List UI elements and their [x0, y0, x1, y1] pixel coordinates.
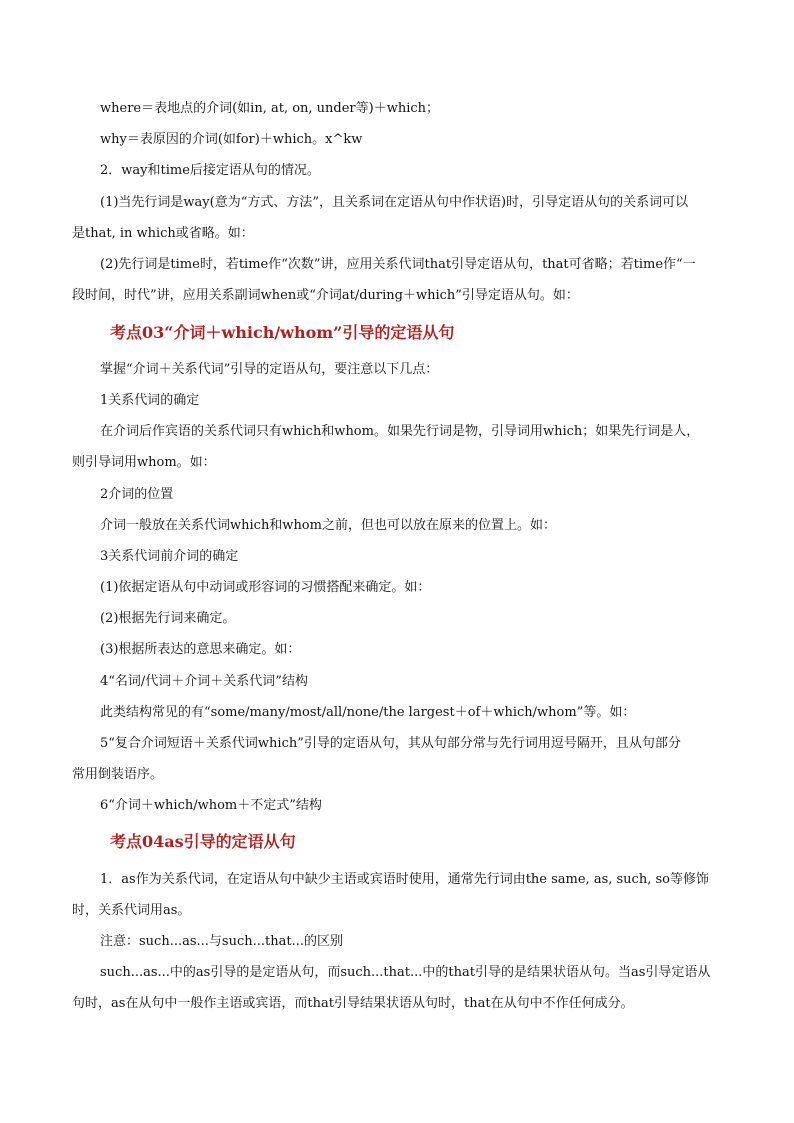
text-line-intro-03: 掌握“介词＋关系代词”引导的定语从句，要注意以下几点：: [100, 362, 439, 377]
text-line-point-4: 4“名词/代词＋介词＋关系代词”结构: [100, 674, 308, 689]
section-heading-03: 考点03“介词＋which/whom”引导的定语从句: [110, 323, 455, 342]
text-line-point-4-body: 此类结构常见的有“some/many/most/all/none/the largest＋of＋which/whom”等。如：: [100, 705, 636, 720]
text-line-difference-cont: 句时，as在从句中一般作主语或宾语，而that引导结果状语从句时，that在从句中不作任何成分。: [72, 996, 634, 1011]
text-line-point-6: 6“介词＋which/whom＋不定式”结构: [100, 798, 322, 813]
text-line-where: where＝表地点的介词(如in, at, on, under等)＋which；: [100, 101, 440, 116]
text-line-point-5-cont: 常用倒装语序。: [72, 767, 164, 782]
text-line-time-2-cont: 段时间，时代”讲，应用关系副词when或“介词at/during＋which”引导定语从句。如：: [72, 288, 579, 303]
text-line-point-3: 3关系代词前介词的确定: [100, 549, 239, 564]
text-line-way-1-cont: 是that, in which或省略。如：: [72, 226, 254, 241]
text-line-time-2: (2)先行词是time时，若time作“次数”讲，应用关系代词that引导定语从句，that可省略；若time作“一: [100, 257, 696, 272]
text-line-why: why＝表原因的介词(如for)＋which。x^kw: [100, 132, 363, 147]
text-line-point-2-body: 介词一般放在关系代词which和whom之前，但也可以放在原来的位置上。如：: [100, 518, 556, 533]
text-line-point-3-c: (3)根据所表达的意思来确定。如：: [100, 642, 301, 657]
section-heading-04: 考点04as引导的定语从句: [110, 832, 296, 851]
text-line-point-1: 1关系代词的确定: [100, 393, 200, 408]
text-line-point-2: 2介词的位置: [100, 487, 174, 502]
text-line-point-3-a: (1)依据定语从句中动词或形容词的习惯搭配来确定。如：: [100, 580, 431, 595]
text-line-point-3-b: (2)根据先行词来确定。: [100, 611, 236, 626]
text-line-way-time: 2．way和time后接定语从句的情况。: [100, 163, 320, 178]
text-line-point-1-body: 在介词后作宾语的关系代词只有which和whom。如果先行词是物，引导词用which；如果先行词是人，: [100, 424, 700, 439]
text-line-note: 注意：such...as...与such...that...的区别: [100, 934, 343, 949]
text-line-point-1-body-cont: 则引导词用whom。如：: [72, 455, 216, 470]
text-line-way-1: (1)当先行词是way(意为“方式、方法”，且关系词在定语从句中作状语)时，引导定语从句的关系词可以: [100, 195, 689, 210]
text-line-as-1-cont: 时，关系代词用as。: [72, 903, 191, 918]
text-line-difference: such...as...中的as引导的是定语从句，而such...that...中的that引导的是结果状语从句。当as引导定语从: [100, 965, 711, 980]
text-line-point-5: 5“复合介词短语＋关系代词which”引导的定语从句，其从句部分常与先行词用逗号隔开，且从句部分: [100, 736, 681, 751]
text-line-as-1: 1．as作为关系代词，在定语从句中缺少主语或宾语时使用，通常先行词由the same, as, such, so等修饰: [100, 872, 709, 887]
